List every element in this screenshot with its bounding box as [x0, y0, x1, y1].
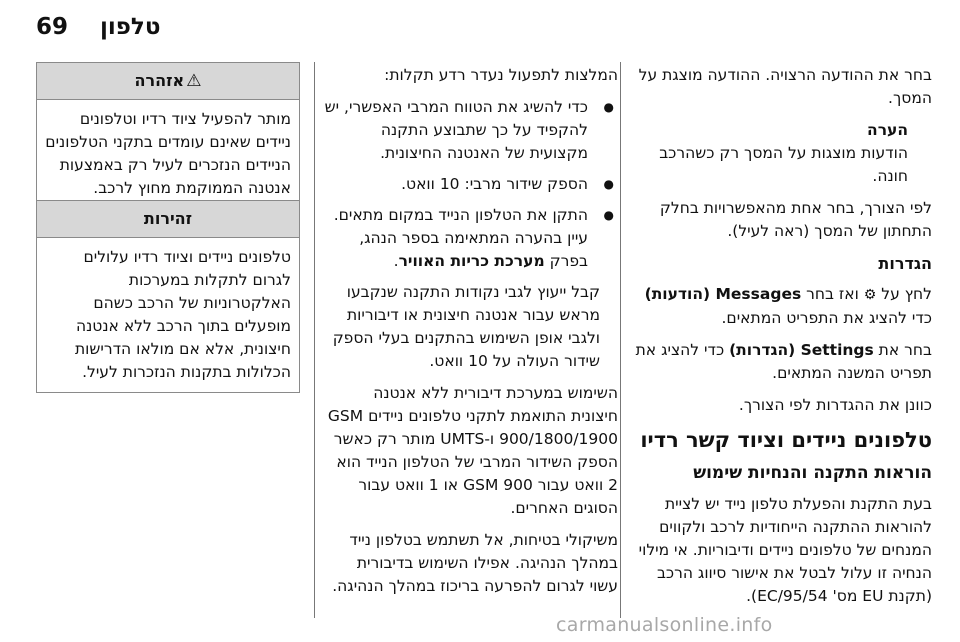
- warning-title-bar: [37, 63, 299, 100]
- list-item: ● כדי להשיג את הטווח המרבי האפשרי, יש להקפיד על כך שתבוצע התקנה מקצועית של האנטנה החיצונית.: [324, 96, 618, 165]
- messages-intro: בחר את ההודעה הרצויה. ההודעה מוצגת על המסך.: [638, 66, 932, 107]
- warning-text: מותר להפעיל ציוד רדיו וטלפונים ניידים שאינם עומדים בתקני הטלפונים הניידים הנזכרים לעיל רק באמצעות אנטנה הממוקמת מחוץ לרכב.: [45, 110, 291, 197]
- settings-paragraph-2: בחר את Settings (הגדרות) כדי להציג את תפריט המשנה המתאים.: [635, 341, 932, 382]
- installation-instructions: בעת התקנת והפעלת טלפון נייד יש לציית להוראות ההתקנה הייחודיות לרכב ולקווים המנחים של טלפונים ניידים ודיבוריות. אי מילוי הנחיה זו עלול לבטל את אישור סיווג הרכב (תקנת EU מס' 95/54/EC).: [638, 495, 932, 605]
- list-item: ● הספק שידור מרבי: 10 וואט.: [324, 173, 618, 196]
- choose-option-text: לפי הצורך, בחר אחת מהאפשרויות בחלק התחתון של המסך (ראה לעיל).: [659, 199, 932, 240]
- middle-column: [324, 64, 618, 607]
- section-title: טלפונים ניידים וציוד קשר רדיו: [640, 428, 932, 452]
- settings-menu-label: Settings (הגדרות): [729, 341, 874, 359]
- caution-title: זהירות: [37, 201, 299, 238]
- note-block: [632, 119, 932, 188]
- caution-text: טלפונים ניידים וציוד רדיו עלולים לגרום לתקלות במערכות האלקטרוניות של הרכב כשהם מופעלים בתוך הרכב ללא אנטנה חיצונית, אלא אם מולאו הדרישות הכלולות בתקנות הנזכרות לעיל.: [74, 248, 291, 381]
- settings-paragraph-1: לחץ על ⚙ ואז בחר Messages (הודעות) כדי להציג את התפריט המתאים.: [644, 285, 932, 327]
- airbag-chapter-label: מערכת כריות האוויר: [398, 252, 545, 270]
- warning-triangle-icon: ⚠: [186, 71, 202, 91]
- settings-paragraph-3: כוונן את ההגדרות לפי הצורך.: [738, 396, 932, 414]
- recommendations-intro: המלצות לתפעול נעדר רדע תקלות:: [384, 66, 618, 84]
- caution-box: [36, 200, 300, 393]
- list-item: ● התקן את הטלפון הנייד במקום מתאים. עיין בהערה המתאימה בספר הנהג, בפרק מערכת כריות האוויר.: [324, 204, 618, 273]
- warning-title: אזהרה: [134, 71, 185, 90]
- note-label: הערה: [867, 121, 908, 139]
- page-number: 69: [36, 14, 69, 40]
- gear-icon: ⚙: [863, 287, 877, 303]
- column-divider-left: [314, 62, 315, 618]
- watermark: carmanualsonline.info: [556, 614, 773, 636]
- consultation-paragraph: קבל ייעוץ לגבי נקודות התקנה שנקבעו מראש עבור אנטנה חיצונית או דיבוריות ולגבי אופן השימוש בהתקנים בעלי הספק שידור העולה על 10 וואט.: [332, 283, 600, 370]
- page-header: [0, 0, 960, 56]
- running-title: טלפון: [100, 14, 161, 40]
- note-text: הודעות מוצגות על המסך רק כשהרכב חונה.: [659, 144, 908, 185]
- handsfree-paragraph: השימוש במערכת דיבורית ללא אנטנה חיצונית התואמת לתקני טלפונים ניידים GSM 900/1800/1900 ו-UMTS מותר רק כאשר הספק השידור המרבי של הטלפון הנייד הוא 2 וואט עבור GSM 900 או 1 וואט עבור הסוגים האחרים.: [327, 384, 618, 517]
- settings-heading: הגדרות: [878, 254, 932, 273]
- subsection-title: הוראות התקנה והנחיות שימוש: [693, 463, 932, 483]
- messages-menu-label: Messages (הודעות): [644, 285, 802, 303]
- recommendations-list: [324, 96, 618, 273]
- right-column: [632, 64, 932, 617]
- warning-box: [36, 62, 300, 209]
- column-divider-right: [620, 62, 621, 618]
- safety-paragraph: משיקולי בטיחות, אל תשתמש בטלפון נייד במהלך הנהיגה. אפילו השימוש בדיבורית עשוי לגרום להפרעה בריכוז במהלך הנהיגה.: [332, 531, 618, 595]
